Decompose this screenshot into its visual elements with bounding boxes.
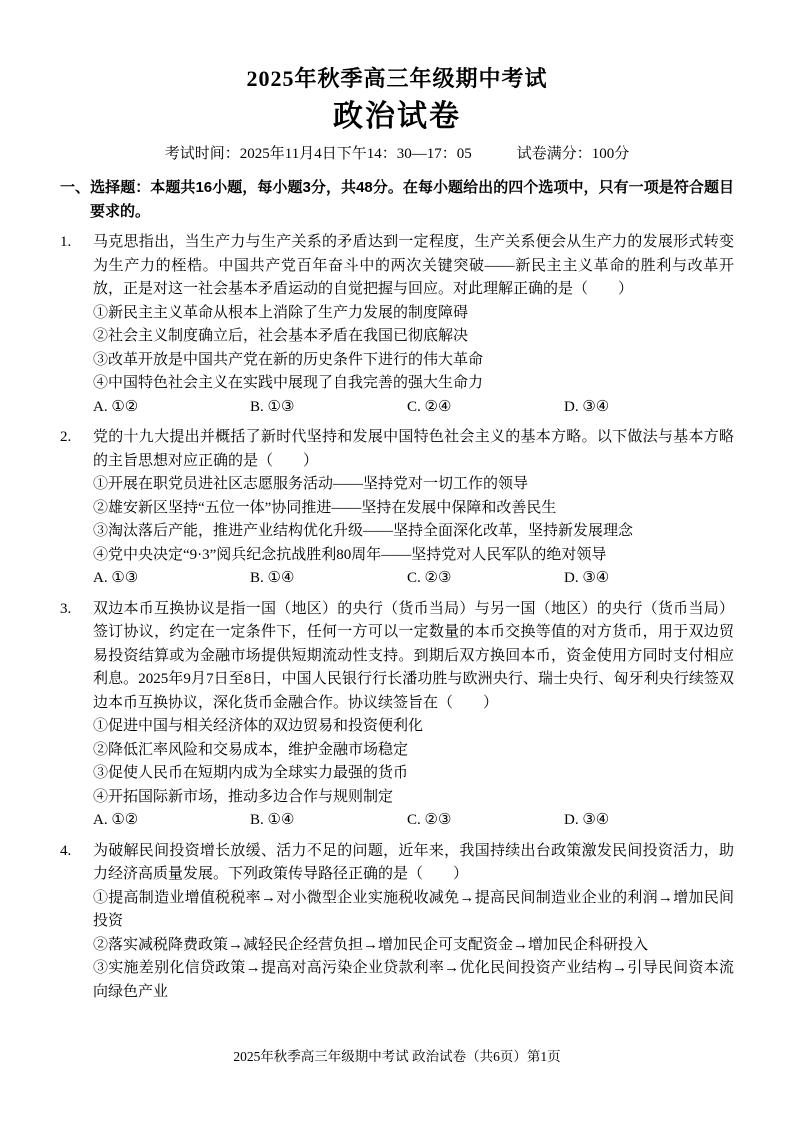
answer-choice: D. ③④	[564, 398, 610, 415]
question-stem: 马克思指出，当生产力与生产关系的矛盾达到一定程度，生产关系便会从生产力的发展形式转变为生产力的桎梏。中国共产党百年奋斗中的两次关键突破——新民主主义革命的胜利与改革开放，正是对这一社会基本矛盾运动的自觉把握与回应。对此理解正确的是（ ）	[93, 234, 734, 297]
section-header: 一、选择题：本题共16小题，每小题3分，共48分。在每小题给出的四个选项中，只有一项是符合题目要求的。	[60, 179, 734, 220]
question-4	[60, 840, 734, 1005]
question-number: 2.	[60, 429, 72, 445]
answer-choice: A. ①③	[93, 570, 139, 586]
exam-title: 2025年秋季高三年级期中考试	[246, 66, 548, 91]
answer-choice: C. ②④	[407, 398, 452, 415]
question-item: ②社会主义制度确立后，社会基本矛盾在我国已彻底解决	[93, 328, 469, 344]
question-item: ④开拓国际新市场，推动多边合作与规则制定	[93, 788, 394, 805]
question-item: ①提高制造业增值税税率→对小微型企业实施税收减免→提高民间制造业企业的利润→增加民间投资	[93, 889, 734, 929]
answer-choice: A. ①②	[93, 812, 139, 828]
question-number: 1.	[60, 234, 72, 250]
question-item: ④中国特色社会主义在实践中展现了自我完善的强大生命力	[93, 375, 484, 391]
exam-time: 考试时间：2025年11月4日下午14：30—17：05	[164, 146, 472, 162]
answer-choices	[93, 809, 734, 833]
answer-choice: A. ①②	[93, 398, 139, 415]
question-stem: 双边本币互换协议是指一国（地区）的央行（货币当局）与另一国（地区）的央行（货币当局）签订协议，约定在一定条件下，任何一方可以一定数量的本币交换等值的对方货币，用于双边贸易投资结算或为金融市场提供短期流动性支持。到期后双方换回本币，资金使用方同时支付相应利息。2025年9月7日至8日，中国人民银行行长潘功胜与欧洲央行、瑞士央行、匈牙利央行续签双边本币互换协议，深化货币金融合作。协议续签旨在（ ）	[93, 600, 734, 711]
answer-choice: B. ①④	[250, 570, 295, 586]
answer-choice: C. ②③	[407, 812, 452, 828]
answer-choices	[93, 396, 734, 420]
answer-choice: D. ③④	[564, 570, 610, 586]
answer-choice: D. ③④	[564, 812, 610, 828]
answer-choices	[93, 567, 734, 591]
page-footer: 2025年秋季高三年级期中考试 政治试卷（共6页）第1页	[233, 1049, 561, 1064]
question-item: ④党中央决定“9·3”阅兵纪念抗战胜利80周年——坚持党对人民军队的绝对领导	[93, 546, 607, 563]
question-number: 3.	[60, 600, 72, 617]
question-list	[60, 231, 734, 1004]
question-item: ③淘汰落后产能，推进产业结构优化升级——坚持全面深化改革，坚持新发展理念	[93, 523, 634, 539]
answer-choice: C. ②③	[407, 570, 452, 586]
question-stem: 为破解民间投资增长放缓、活力不足的问题，近年来，我国持续出台政策激发民间投资活力，助力经济高质量发展。下列政策传导路径正确的是（ ）	[93, 842, 734, 882]
question-number: 4.	[60, 842, 72, 859]
exam-full-score: 试卷满分：100分	[516, 146, 630, 162]
exam-info-line	[60, 142, 734, 166]
question-stem: 党的十九大提出并概括了新时代坚持和发展中国特色社会主义的基本方略。以下做法与基本方略的主旨思想对应正确的是（ ）	[93, 429, 734, 469]
question-item: ②雄安新区坚持“五位一体”协同推进——坚持在发展中保障和改善民生	[93, 499, 557, 516]
question-3	[60, 598, 734, 833]
question-item: ③促使人民币在短期内成为全球实力最强的货币	[93, 765, 409, 781]
question-item: ③实施差别化信贷政策→提高对高污染企业贷款利率→优化民间投资产业结构→引导民间资本流向绿色产业	[93, 960, 734, 1000]
paper-title: 政治试卷	[333, 100, 461, 133]
question-item: ①促进中国与相关经济体的双边贸易和投资便利化	[93, 718, 424, 734]
answer-choice: B. ①④	[250, 812, 295, 828]
answer-choice: B. ①③	[250, 398, 295, 415]
question-item: ①新民主主义革命从根本上消除了生产力发展的制度障碍	[93, 304, 469, 321]
question-2	[60, 426, 734, 591]
question-item: ②降低汇率风险和交易成本，维护金融市场稳定	[93, 741, 409, 758]
question-item: ②落实减税降费政策→减轻民企经营负担→增加民企可支配资金→增加民企科研投入	[93, 936, 649, 953]
question-1	[60, 231, 734, 419]
question-item: ③改革开放是中国共产党在新的历史条件下进行的伟大革命	[93, 351, 484, 368]
question-item: ①开展在职党员进社区志愿服务活动——坚持党对一切工作的领导	[93, 476, 529, 492]
